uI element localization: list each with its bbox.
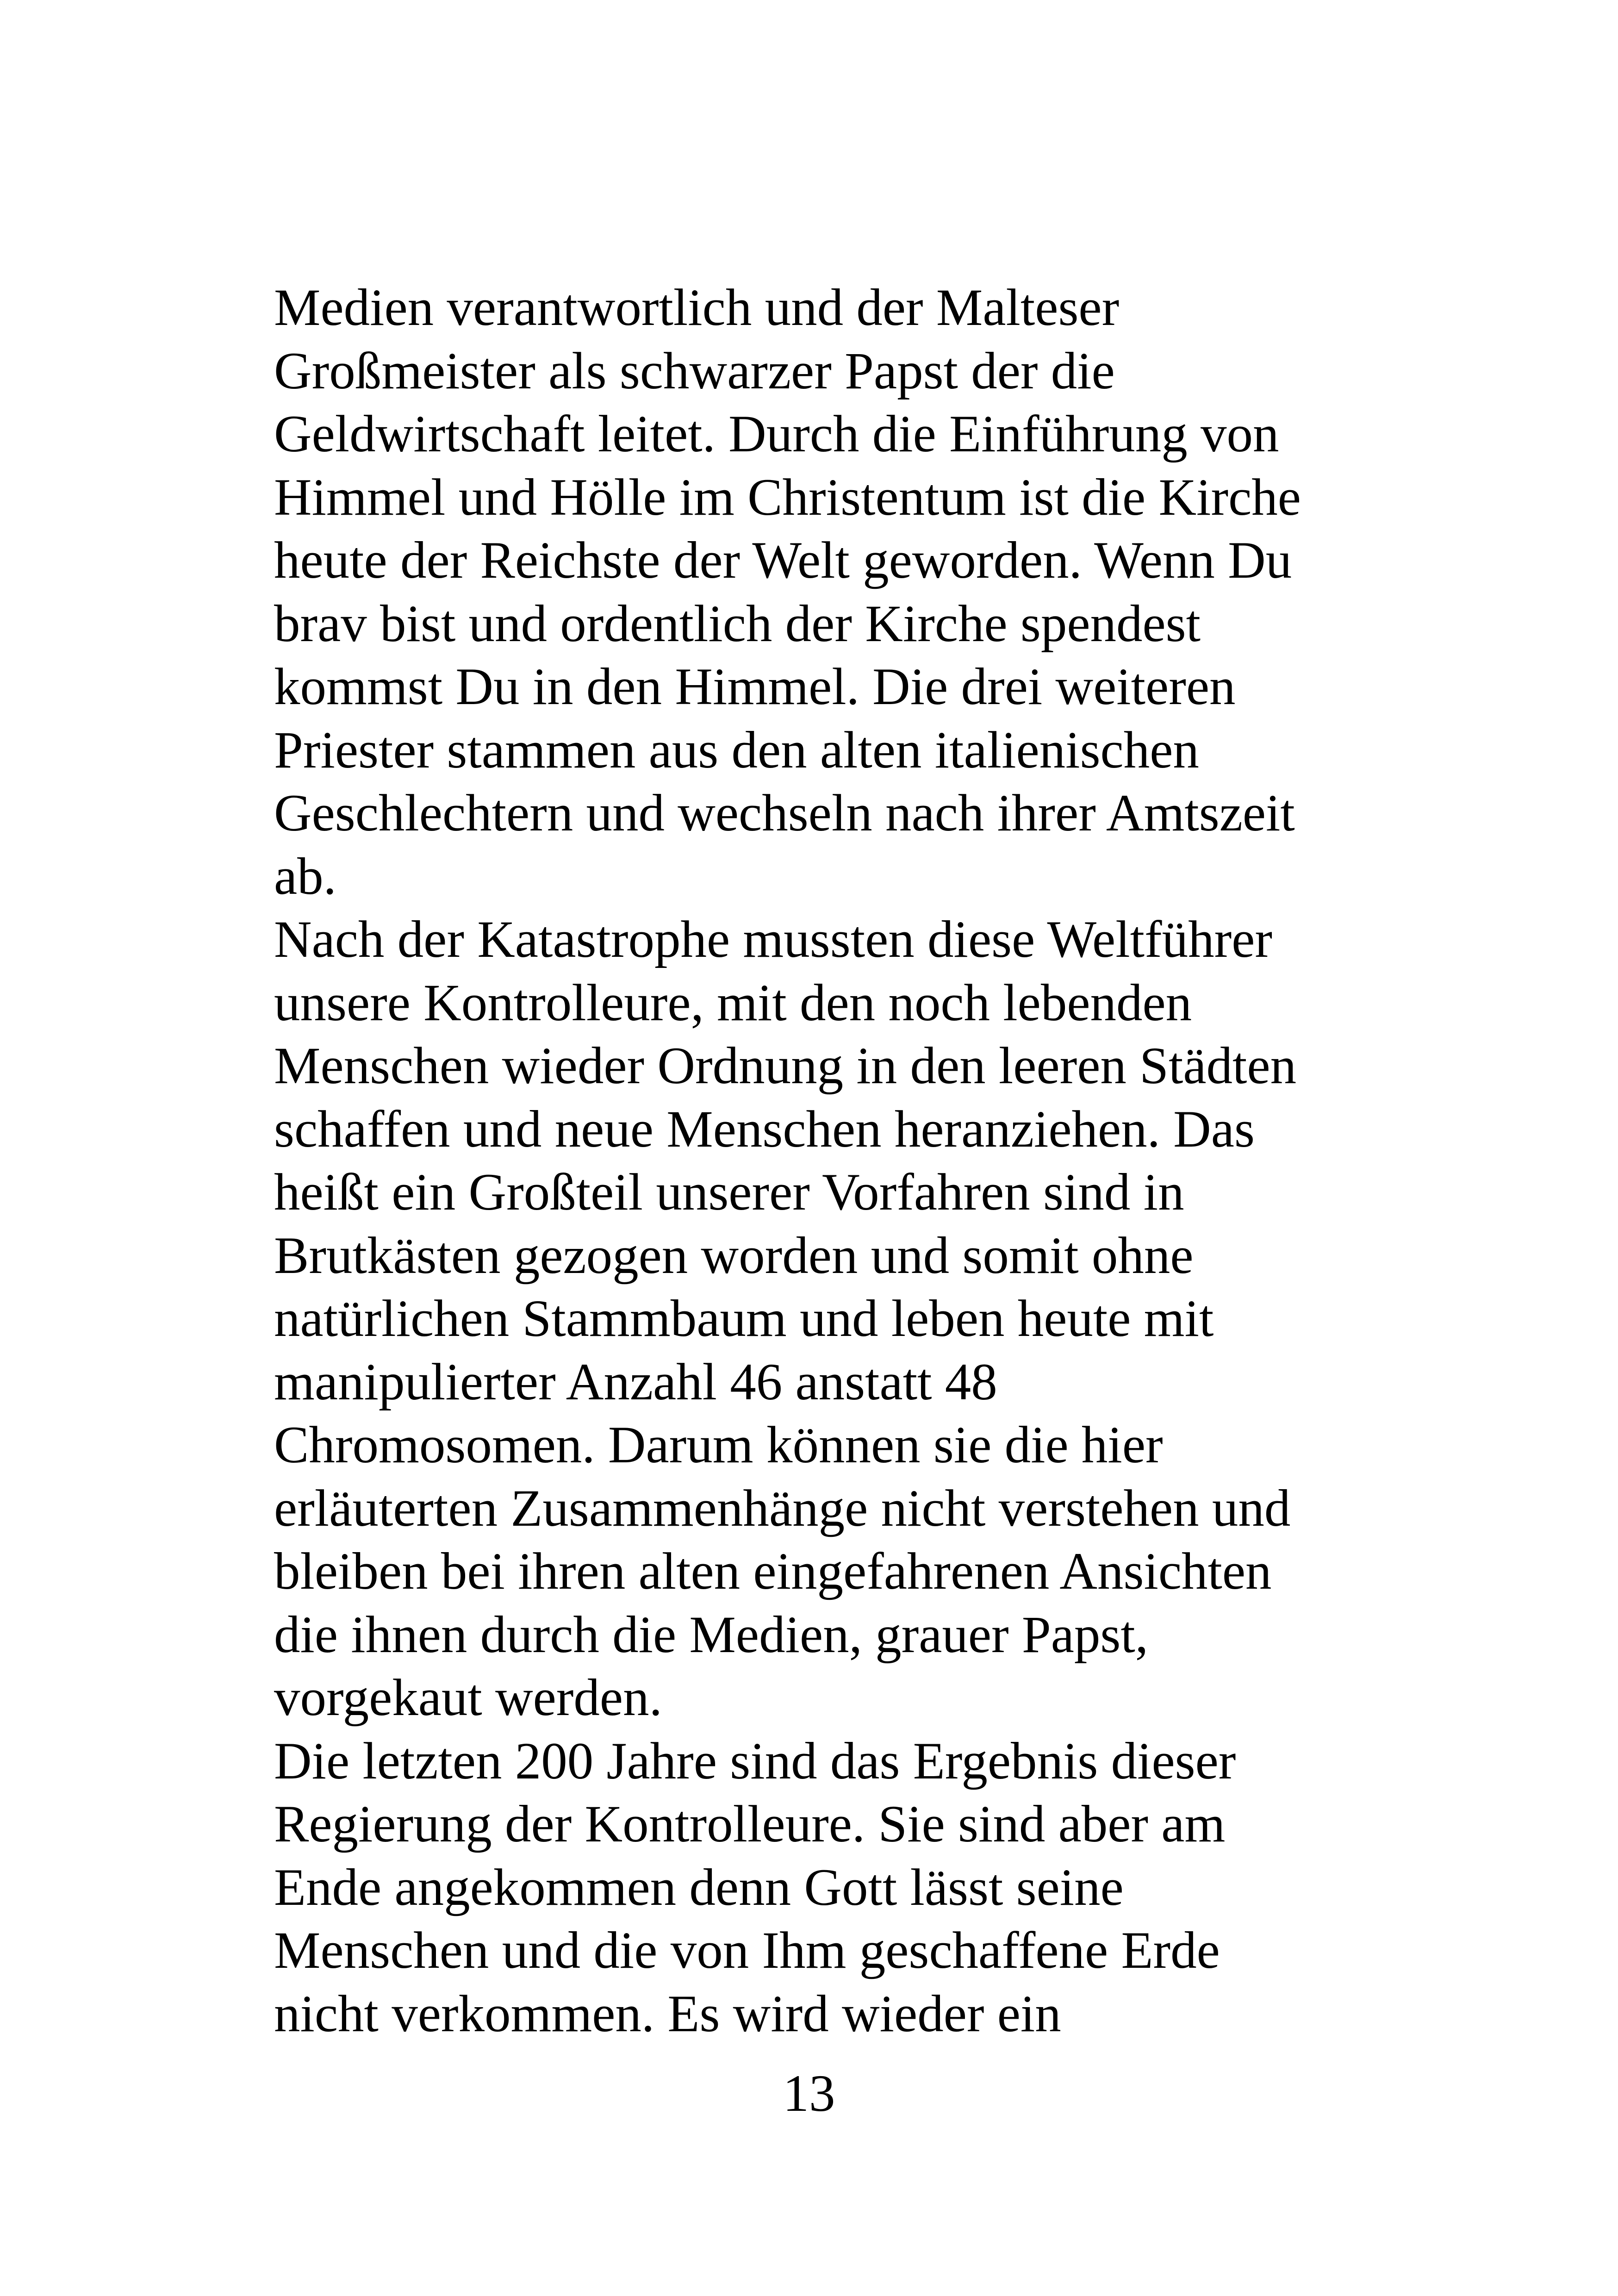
text-line: Priester stammen aus den alten italienischen (274, 721, 1199, 779)
text-line: nicht verkommen. Es wird wieder ein (274, 1984, 1061, 2043)
text-line: ab. (274, 847, 336, 905)
text-line: natürlichen Stammbaum und leben heute mit (274, 1290, 1214, 1348)
text-line: Chromosomen. Darum können sie die hier (274, 1416, 1163, 1474)
page-number: 13 (783, 2065, 835, 2122)
text-line: vorgekaut werden. (274, 1669, 662, 1727)
text-line: unsere Kontrolleure, mit den noch lebenden (274, 973, 1192, 1032)
text-line: schaffen und neue Menschen heranziehen. Das (274, 1100, 1255, 1158)
text-line: Geschlechtern und wechseln nach ihrer Amtszeit (274, 784, 1295, 842)
text-line: heute der Reichste der Welt geworden. Wenn Du (274, 531, 1292, 589)
text-line: die ihnen durch die Medien, grauer Papst, (274, 1605, 1149, 1664)
text-line: kommst Du in den Himmel. Die drei weiteren (274, 658, 1236, 716)
text-line: Die letzten 200 Jahre sind das Ergebnis dieser (274, 1732, 1236, 1790)
text-line: Menschen und die von Ihm geschaffene Erde (274, 1922, 1220, 1979)
text-line: Ende angekommen denn Gott lässt seine (274, 1858, 1124, 1916)
text-line: bleiben bei ihren alten eingefahrenen Ansichten (274, 1542, 1272, 1600)
text-line: Menschen wieder Ordnung in den leeren Städten (274, 1037, 1297, 1095)
text-line: heißt ein Großteil unserer Vorfahren sind in (274, 1163, 1184, 1221)
body-text (274, 276, 1394, 2046)
text-line: Himmel und Hölle im Christentum ist die Kirche (274, 468, 1301, 526)
text-line: manipulierter Anzahl 46 anstatt 48 (274, 1353, 997, 1411)
text-line: brav bist und ordentlich der Kirche spendest (274, 594, 1201, 653)
text-line: Medien verantwortlich und der Malteser (274, 279, 1120, 337)
text-line: Nach der Katastrophe mussten diese Weltführer (274, 911, 1273, 968)
text-line: Geldwirtschaft leitet. Durch die Einführung von (274, 405, 1279, 463)
text-line: Großmeister als schwarzer Papst der die (274, 342, 1115, 400)
text-line: Brutkästen gezogen worden und somit ohne (274, 1226, 1194, 1285)
text-line: erläuterten Zusammenhänge nicht verstehen und (274, 1479, 1291, 1537)
text-line: Regierung der Kontrolleure. Sie sind aber am (274, 1795, 1226, 1853)
